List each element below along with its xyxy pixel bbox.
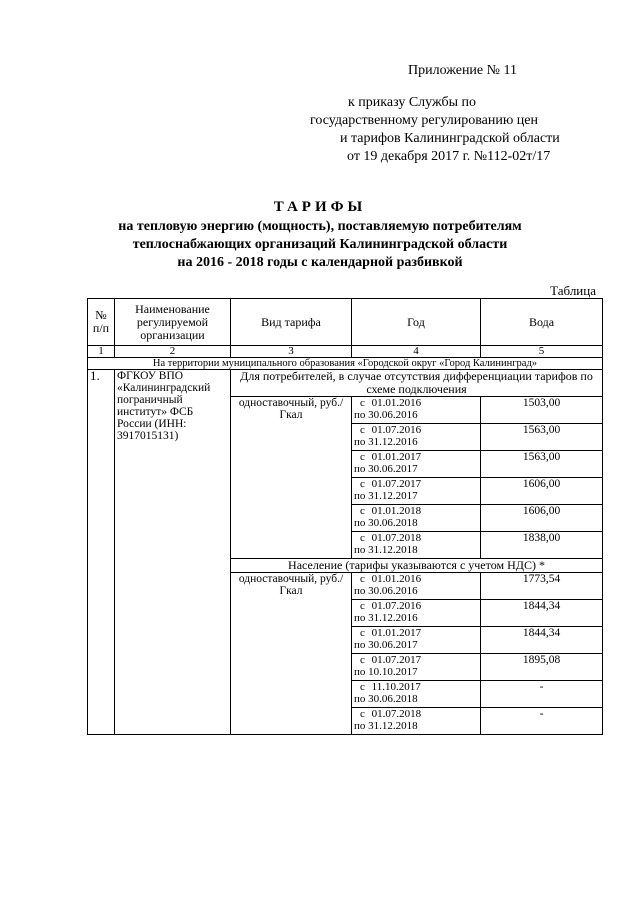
period-cell [352,532,481,559]
period-from [354,505,478,517]
tariff-group-title: Население (тарифы указываются с учетом НДС) * [231,559,603,573]
period-from-date: 01.07.2018 [371,532,422,544]
period-cell [352,478,481,505]
tariff-group-title: Для потребителей, в случае отсутствия дифференциации тарифов по схеме подключения [231,370,603,397]
period-cell [352,573,481,600]
appendix-block [300,62,620,166]
period-from [354,424,478,436]
period-cell [352,505,481,532]
period-from [354,397,478,409]
water-tariff-value: - [481,681,603,708]
order-line-2: государственному регулированию цен [310,113,538,128]
period-to: по 31.12.2016 [354,436,418,448]
period-from-prefix: с [360,681,365,693]
period-from-prefix: с [360,573,365,585]
header-number: № п/п [88,299,115,346]
period-from-prefix: с [360,600,365,612]
period-from [354,573,478,585]
period-to: по 30.06.2018 [354,693,418,705]
period-from-date: 01.07.2017 [371,478,422,490]
row-index: 1. [88,370,115,735]
column-number: 4 [352,346,481,358]
period-to: по 31.12.2017 [354,490,418,502]
header-tariff-type: Вид тарифа [231,299,352,346]
period-from [354,627,478,639]
period-from [354,681,478,693]
period-from-date: 01.01.2017 [371,451,422,463]
period-to: по 31.12.2018 [354,720,418,732]
period-from-date: 01.01.2017 [371,627,422,639]
period-to: по 31.12.2018 [354,544,418,556]
column-number: 5 [481,346,603,358]
period-to: по 10.10.2017 [354,666,418,678]
period-to: по 30.06.2018 [354,517,418,529]
period-cell [352,627,481,654]
column-number: 1 [88,346,115,358]
period-from-prefix: с [360,451,365,463]
period-cell [352,708,481,735]
period-from-date: 11.10.2017 [371,681,421,693]
header-row [88,299,603,346]
tariff-type: одноставочный, руб./Гкал [231,573,352,735]
period-from-prefix: с [360,478,365,490]
period-from [354,600,478,612]
period-from-prefix: с [360,654,365,666]
water-tariff-value: 1773,54 [481,573,603,600]
title-line-2: теплоснабжающих организаций Калининградской области [132,237,508,252]
period-from-prefix: с [360,627,365,639]
column-number-row [88,346,603,358]
document-title [60,198,580,272]
water-tariff-value: 1844,34 [481,600,603,627]
territory-label: На территории муниципального образования «Городской округ «Город Калининград» [88,358,603,370]
period-from [354,478,478,490]
header-organization: Наименование регулируемой организации [115,299,231,346]
period-from-prefix: с [360,397,365,409]
column-number: 2 [115,346,231,358]
title-line-1: на тепловую энергию (мощность), поставляемую потребителям [118,219,522,234]
header-year: Год [352,299,481,346]
period-cell [352,600,481,627]
period-cell [352,654,481,681]
period-from-prefix: с [360,424,365,436]
column-number: 3 [231,346,352,358]
period-to: по 30.06.2016 [354,409,418,421]
water-tariff-value: 1844,34 [481,627,603,654]
period-from [354,532,478,544]
order-line-4: от 19 декабря 2017 г. №112-02т/17 [347,149,551,164]
water-tariff-value: 1606,00 [481,505,603,532]
period-cell [352,451,481,478]
territory-row [88,358,603,370]
period-from-date: 01.01.2016 [371,397,422,409]
period-cell [352,424,481,451]
water-tariff-value: 1895,08 [481,654,603,681]
water-tariff-value: 1838,00 [481,532,603,559]
period-from-date: 01.07.2016 [371,424,422,436]
period-from-date: 01.07.2017 [371,654,422,666]
water-tariff-value: 1563,00 [481,424,603,451]
period-to: по 31.12.2016 [354,612,418,624]
organization-name: ФГКОУ ВПО «Калининградский пограничный институт» ФСБ России (ИНН: 3917015131) [115,370,231,735]
table-label: Таблица [550,283,596,298]
tariff-group-row [88,370,603,397]
tariff-table [87,298,603,735]
period-from-date: 01.07.2018 [371,708,422,720]
period-cell [352,681,481,708]
period-to: по 30.06.2017 [354,463,418,475]
period-from [354,708,478,720]
period-from [354,451,478,463]
order-line-1: к приказу Службы по [348,95,476,110]
water-tariff-value: 1503,00 [481,397,603,424]
period-to: по 30.06.2016 [354,585,418,597]
period-from [354,654,478,666]
water-tariff-value: - [481,708,603,735]
water-tariff-value: 1606,00 [481,478,603,505]
order-line-3: и тарифов Калининградской области [340,131,560,146]
period-from-prefix: с [360,708,365,720]
period-from-date: 01.01.2018 [371,505,422,517]
period-from-date: 01.07.2016 [371,600,422,612]
period-from-date: 01.01.2016 [371,573,422,585]
period-from-prefix: с [360,532,365,544]
period-to: по 30.06.2017 [354,639,418,651]
water-tariff-value: 1563,00 [481,451,603,478]
tariff-type: одноставочный, руб./Гкал [231,397,352,559]
title-main: ТАРИФЫ [273,199,367,215]
period-cell [352,397,481,424]
title-line-3: на 2016 - 2018 годы с календарной разбивкой [177,255,463,270]
appendix-number: Приложение № 11 [408,63,517,78]
header-water: Вода [481,299,603,346]
period-from-prefix: с [360,505,365,517]
